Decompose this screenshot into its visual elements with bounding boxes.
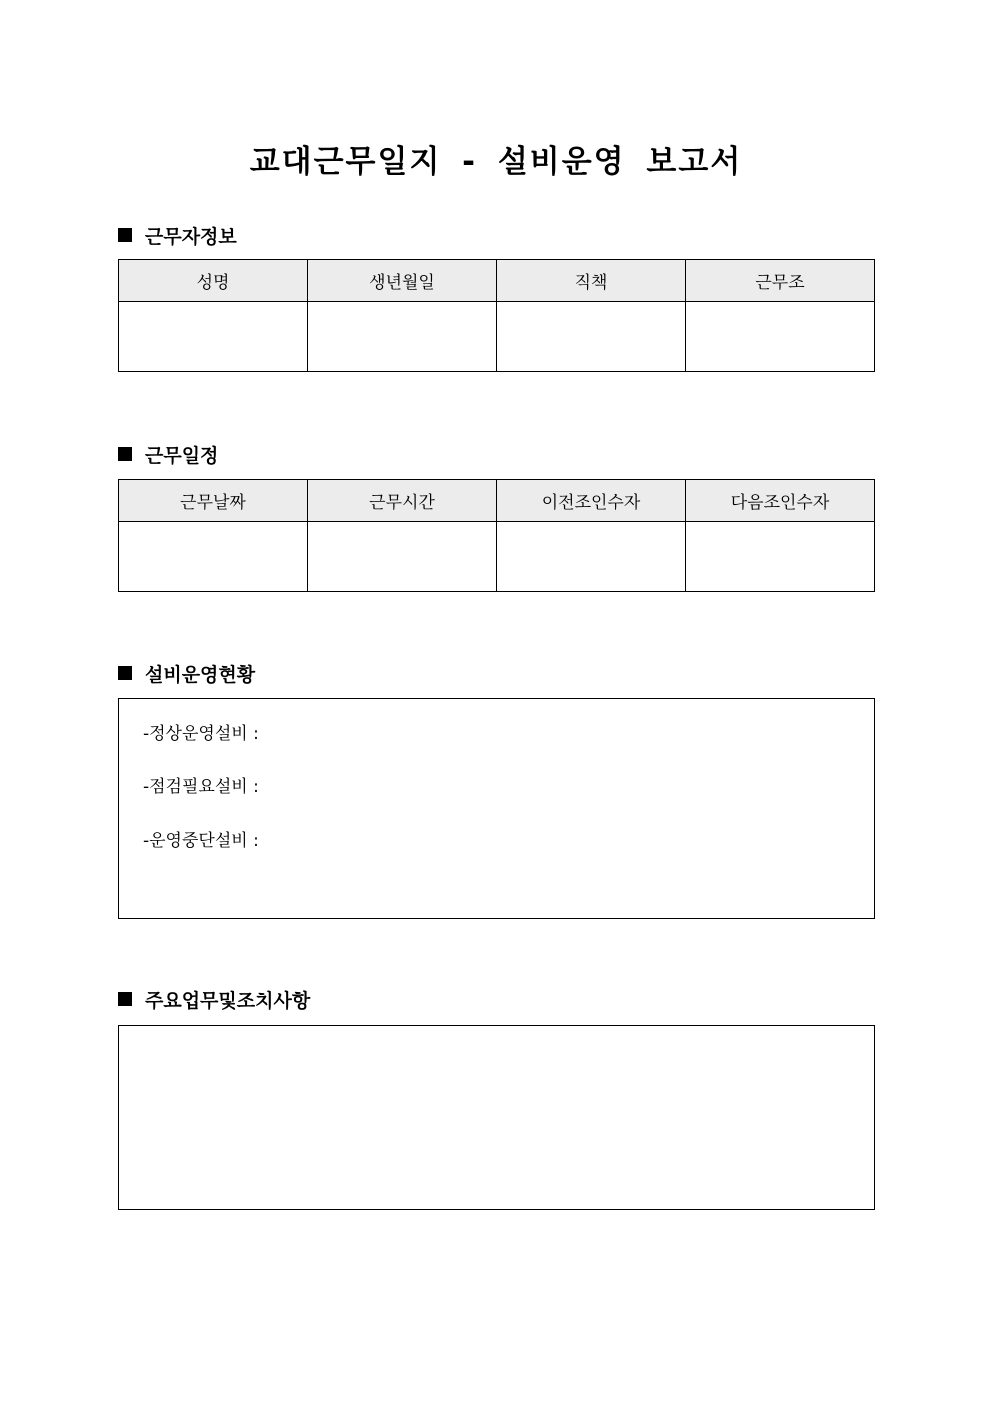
page-title: 교대근무일지 - 설비운영 보고서 (249, 144, 743, 180)
worker-info-table (118, 259, 875, 372)
section-title: 근무자정보 (145, 225, 237, 248)
square-bullet-icon (118, 666, 132, 680)
square-bullet-icon (118, 447, 132, 461)
section-heading-equipment-status (118, 660, 255, 686)
equipment-status-box[interactable] (118, 698, 875, 919)
section-heading-worker-info (118, 222, 237, 248)
table-row (119, 522, 875, 592)
position-cell[interactable] (497, 302, 686, 372)
inspection-needed-equipment-label: -점검필요설비 : (143, 777, 259, 797)
square-bullet-icon (118, 228, 132, 242)
shift-cell[interactable] (686, 302, 875, 372)
section-title: 설비운영현황 (145, 663, 256, 686)
normal-operation-equipment-label: -정상운영설비 : (143, 724, 259, 744)
section-heading-schedule (118, 441, 218, 467)
birthdate-cell[interactable] (308, 302, 497, 372)
table-header-row (119, 480, 875, 522)
column-header-birthdate: 생년월일 (308, 260, 497, 302)
section-title: 주요업무및조치사항 (145, 989, 311, 1012)
previous-shift-handover-cell[interactable] (497, 522, 686, 592)
work-hours-cell[interactable] (308, 522, 497, 592)
column-header-work-date: 근무날짜 (119, 480, 308, 522)
table-header-row (119, 260, 875, 302)
next-shift-handover-cell[interactable] (686, 522, 875, 592)
column-header-position: 직책 (497, 260, 686, 302)
column-header-name: 성명 (119, 260, 308, 302)
column-header-next-shift-handover: 다음조인수자 (686, 480, 875, 522)
suspended-equipment-label: -운영중단설비 : (143, 831, 259, 851)
column-header-previous-shift-handover: 이전조인수자 (497, 480, 686, 522)
section-heading-major-tasks (118, 986, 310, 1012)
column-header-shift: 근무조 (686, 260, 875, 302)
table-row (119, 302, 875, 372)
square-bullet-icon (118, 992, 132, 1006)
major-tasks-box[interactable] (118, 1025, 875, 1210)
name-cell[interactable] (119, 302, 308, 372)
work-date-cell[interactable] (119, 522, 308, 592)
column-header-work-hours: 근무시간 (308, 480, 497, 522)
schedule-table (118, 479, 875, 592)
section-title: 근무일정 (145, 444, 219, 467)
